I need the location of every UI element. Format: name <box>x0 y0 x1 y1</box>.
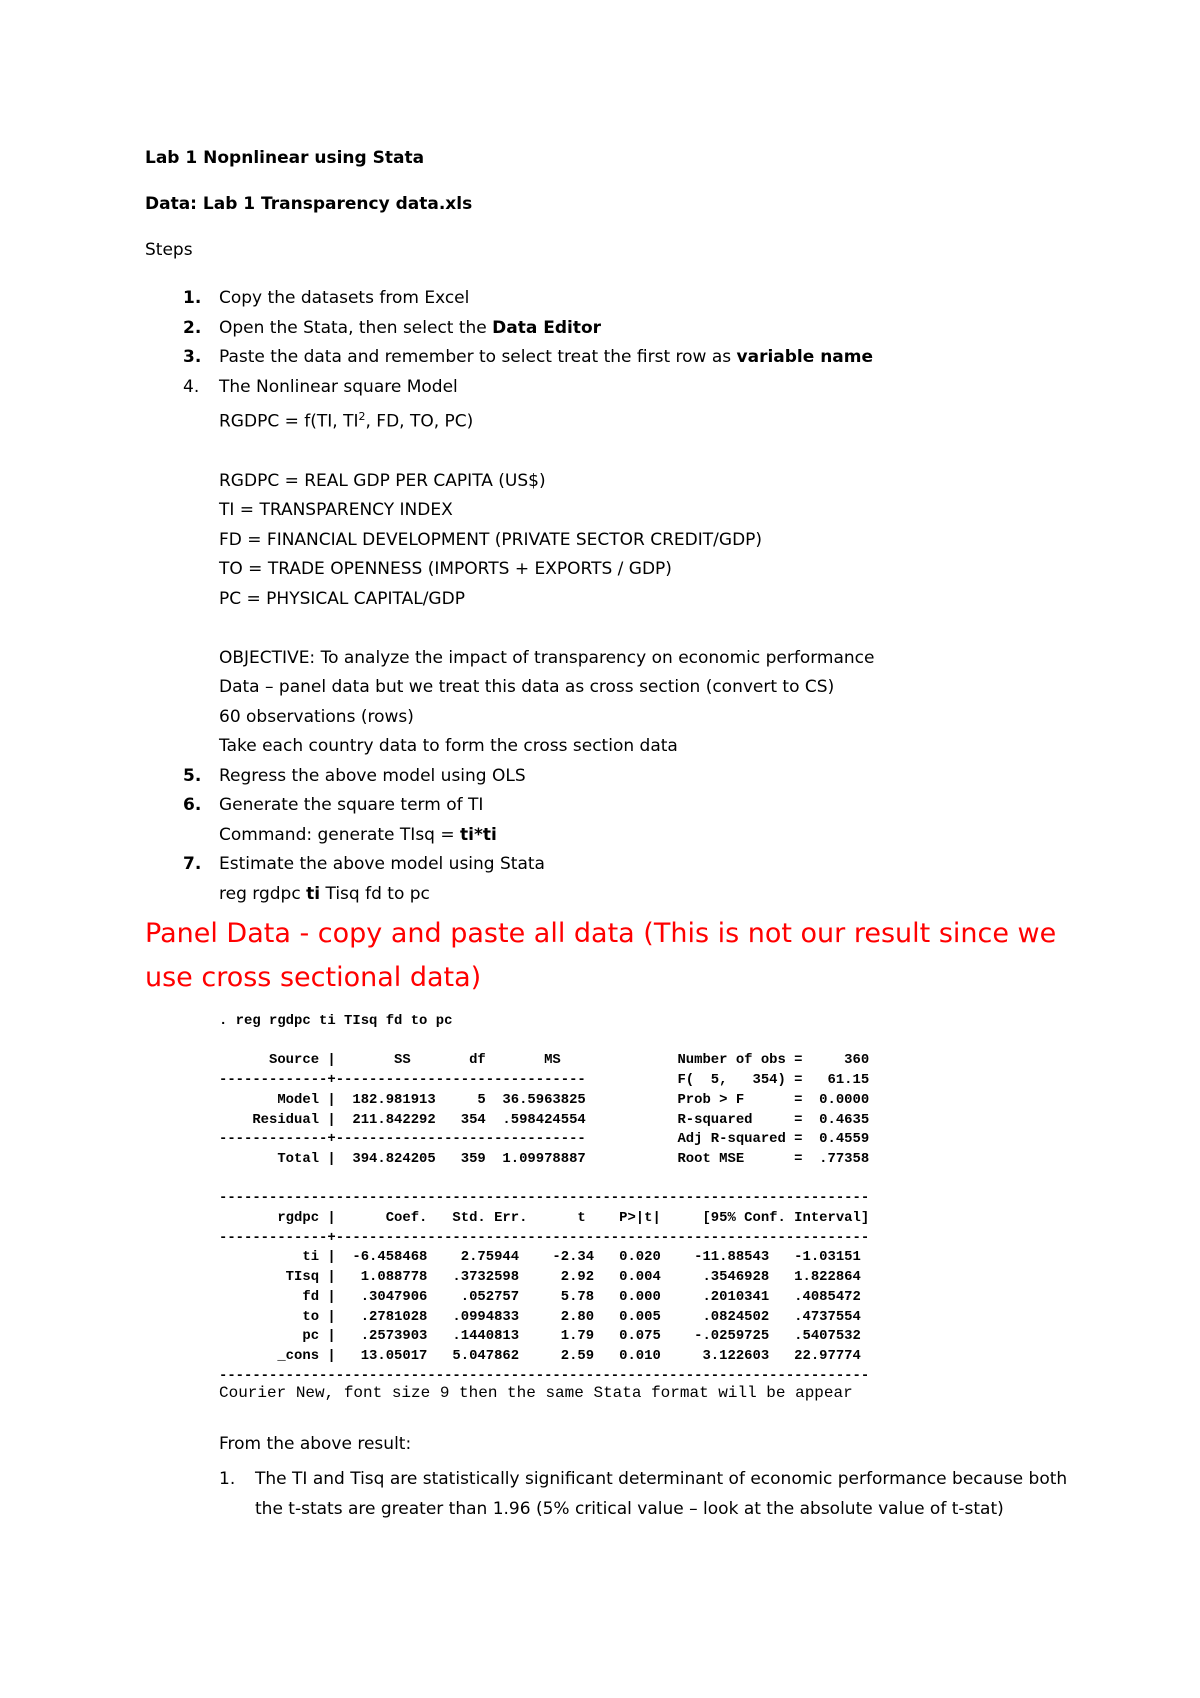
objective-line: Take each country data to form the cross section data <box>219 736 678 757</box>
step-number: 7. <box>183 854 202 875</box>
step-text: Open the Stata, then select the <box>219 317 493 338</box>
variable-definition: TO = TRADE OPENNESS (IMPORTS + EXPORTS / GDP) <box>219 559 672 580</box>
conclusions-list <box>219 1464 1099 1524</box>
step-number: 1. <box>183 288 202 308</box>
step-number: 4. <box>183 376 200 397</box>
step-item <box>145 762 1105 792</box>
step-text: Copy the datasets from Excel <box>219 288 470 308</box>
step-bold-text: variable name <box>736 347 874 367</box>
conclusion-item <box>219 1464 1099 1524</box>
results-intro: From the above result: <box>219 1434 412 1454</box>
step-command: Command: generate TIsq = ti*ti <box>219 824 497 845</box>
objective-line: OBJECTIVE: To analyze the impact of transparency on economic performance <box>219 647 875 668</box>
variable-definition: RGDPC = REAL GDP PER CAPITA (US$) <box>219 470 546 491</box>
step-text: Generate the square term of TI <box>219 795 484 816</box>
objective-line: Data – panel data but we treat this data as cross section (convert to CS) <box>219 677 835 698</box>
step-item <box>145 314 1105 344</box>
steps-label: Steps <box>145 240 193 260</box>
step-number: 3. <box>183 347 202 367</box>
conclusion-number: 1. <box>219 1469 236 1489</box>
step-item <box>145 850 1105 909</box>
step-number: 5. <box>183 765 202 786</box>
step-item <box>145 791 1105 850</box>
step-item <box>145 284 1105 314</box>
stata-regression-output: . reg rgdpc ti TIsq fd to pc Source | SS df MS Number of obs = 360 -------------+------------------------------ F( 5, 354) = 61.15 Model | 182.981913 5 36.5963825 Prob > F = 0.0000 Residual | 211.842292 354 .598424554 R-squared = 0.4635 -------------+------------------------------ Adj R-squared = 0.4559 Total | 394.824205 359 1.09978887 Root MSE = .77358 ------------------------------------------------------------------------------ rgdpc | Coef. Std. Err. t P>|t| [95% Conf. Interval] -------------+---------------------------------------------------------------- ti | -6.458468 2.75944 -2.34 0.020 -11.88543 -1.03151 TIsq | 1.088778 .3732598 2.92 0.004 .3546928 1.822864 fd | .3047906 .052757 5.78 0.000 .2010341 .4085472 to | .2781028 .0994833 2.80 0.005 .0824502 .4737554 pc | .2573903 .1440813 1.79 0.075 -.0259725 .5407532 _cons | 13.05017 5.047862 2.59 0.010 3.122603 22.97774 ------------------------------------------------------------------------------ <box>219 1013 870 1384</box>
step-command: reg rgdpc ti Tisq fd to pc <box>219 883 430 904</box>
format-note: Courier New, font size 9 then the same Stata format will be appear <box>219 1384 853 1402</box>
variable-definition: TI = TRANSPARENCY INDEX <box>219 500 453 521</box>
steps-list <box>145 284 1105 909</box>
step-text: Regress the above model using OLS <box>219 765 526 786</box>
step-item <box>145 373 1105 762</box>
variable-definition: FD = FINANCIAL DEVELOPMENT (PRIVATE SECTOR CREDIT/GDP) <box>219 529 763 550</box>
step-number: 6. <box>183 795 202 816</box>
step-text: The Nonlinear square Model <box>219 376 458 397</box>
step-item <box>145 343 1105 373</box>
document-title: Lab 1 Nopnlinear using Stata <box>145 148 425 168</box>
objective-line: 60 observations (rows) <box>219 706 414 727</box>
section-heading: Panel Data - copy and paste all data (This is not our result since we use cross sectional data) <box>145 918 1057 993</box>
step-text: Paste the data and remember to select treat the first row as <box>219 347 737 367</box>
data-file-label: Data: Lab 1 Transparency data.xls <box>145 194 473 214</box>
conclusion-text: The TI and Tisq are statistically significant determinant of economic performance because both the t-stats are greater than 1.96 (5% critical value – look at the absolute value of t-stat) <box>255 1469 1068 1519</box>
step-number: 2. <box>183 317 202 338</box>
variable-definition: PC = PHYSICAL CAPITAL/GDP <box>219 588 465 609</box>
model-formula: RGDPC = f(TI, $TI^2$, FD, TO, PC) <box>219 410 474 432</box>
step-bold-text: Data Editor <box>492 317 602 338</box>
step-text: Estimate the above model using Stata <box>219 854 545 875</box>
